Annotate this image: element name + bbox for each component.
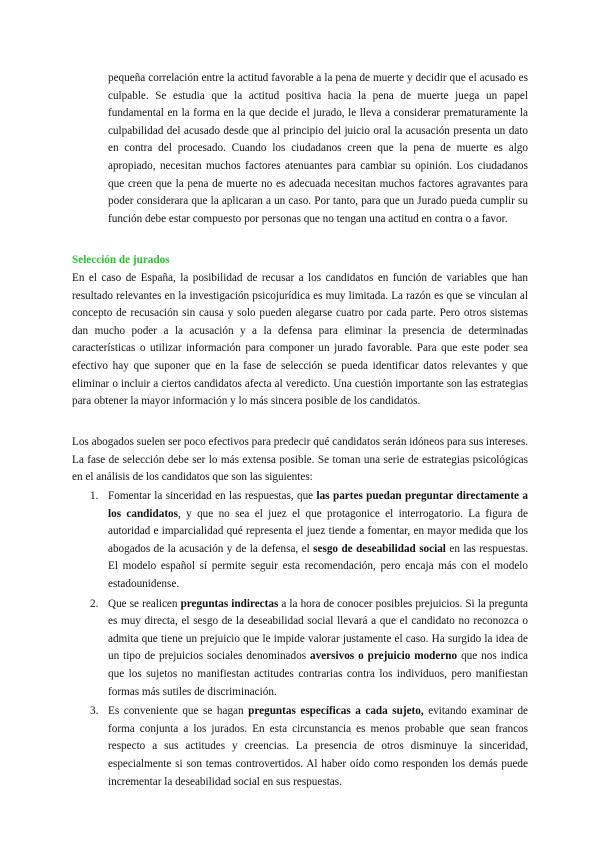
- list-item-text: Que se realicen preguntas indirectas a la hora de conocer posibles prejuicios. Si la pregunta es muy directa, el sesgo de la deseabilidad social llevará a que el candidato no reconozca o admita que tiene un prejuicio que le impide valorar justamente el caso. Ha surgido la idea de un tipo de prejuicios sociales denominados aversivos o prejuicio moderno que nos indica que los sujetos no manifiestan actitudes contrarias contra los individuos, pero manifiestan formas más sutiles de discriminación.: [108, 597, 528, 698]
- paragraph-2: Los abogados suelen ser poco efectivos para predecir qué candidatos serán idóneos para sus intereses. La fase de selección debe ser lo más extensa posible. Se toman una serie de estrategias psicológicas en el análisis de los candidatos que son las siguientes:: [72, 436, 528, 484]
- intro-paragraph: pequeña correlación entre la actitud favorable a la pena de muerte y decidir que el acusado es culpable. Se estudia que la actitud positiva hacia la pena de muerte juega un papel fundamental en la forma en la que decide el jurado, le lleva a considerar prematuramente la culpabilidad del acusado desde que al principio del juicio oral la acusación presenta un dato en contra del procesado. Cuando los ciudadanos creen que la pena de muerte es algo apropiado, necesitan muchos factores atenuantes para cambiar su opinión. Los ciudadanos que creen que la pena de muerte no es adecuada necesitan muchos factores agravantes para poder considerara que la aplicaran a un caso. Por tanto, para que un Jurado pueda cumplir su función debe estar compuesto por personas que no tengan una actitud en contra o a favor.: [108, 72, 528, 225]
- list-item: [72, 703, 528, 791]
- list-number: 2.: [90, 597, 99, 610]
- section-heading: Selección de jurados: [72, 254, 170, 266]
- list-item-text: Es conveniente que se hagan preguntas específicas a cada sujeto, evitando examinar de forma conjunta a los jurados. En esta circunstancia es menos probable que sean francos respecto a sus actitudes y creencias. La presencia de otros disminuye la sinceridad, especialmente si son temas controvertidos. Al haber oído como responden los demás puede incrementar la deseabilidad social en sus respuestas.: [108, 705, 529, 788]
- list-item-text: Fomentar la sinceridad en las respuestas, que las partes puedan preguntar directamente a los candidatos, y que no sea el juez el que protagonice el interrogatorio. La figura de autoridad e imparcialidad qué representa el juez tiende a fomentar, en mayor medida que los abogados de la acusación y de la defensa, el sesgo de deseabilidad social en las respuestas. El modelo español sí permite seguir esta recomendación, pero encaja más con el modelo estadounidense.: [108, 490, 528, 590]
- strategy-list: [72, 488, 528, 793]
- list-item: [72, 596, 528, 702]
- list-number: 1.: [90, 490, 99, 502]
- list-number: 3.: [90, 705, 99, 718]
- list-item: [72, 488, 528, 594]
- paragraph-1: En el caso de España, la posibilidad de recusar a los candidatos en función de variables que han resultado relevantes en la investigación psicojurídica es muy limitada. La razón es que se vinculan al concepto de recusación sin causa y solo pueden alegarse cuatro por cada parte. Pero otros sistemas dan mucho poder a la acusación y a la defensa para eliminar la presencia de determinadas características o utilizar información para componer un jurado favorable. Para que este poder sea efectivo hay que suponer que en la fase de selección se pueda identificar datos relevantes y que eliminar o incluir a ciertos candidatos afecta al veredicto. Una cuestión importante son las estrategias para obtener la mayor información y lo más sincera posible de los candidatos.: [72, 272, 528, 408]
